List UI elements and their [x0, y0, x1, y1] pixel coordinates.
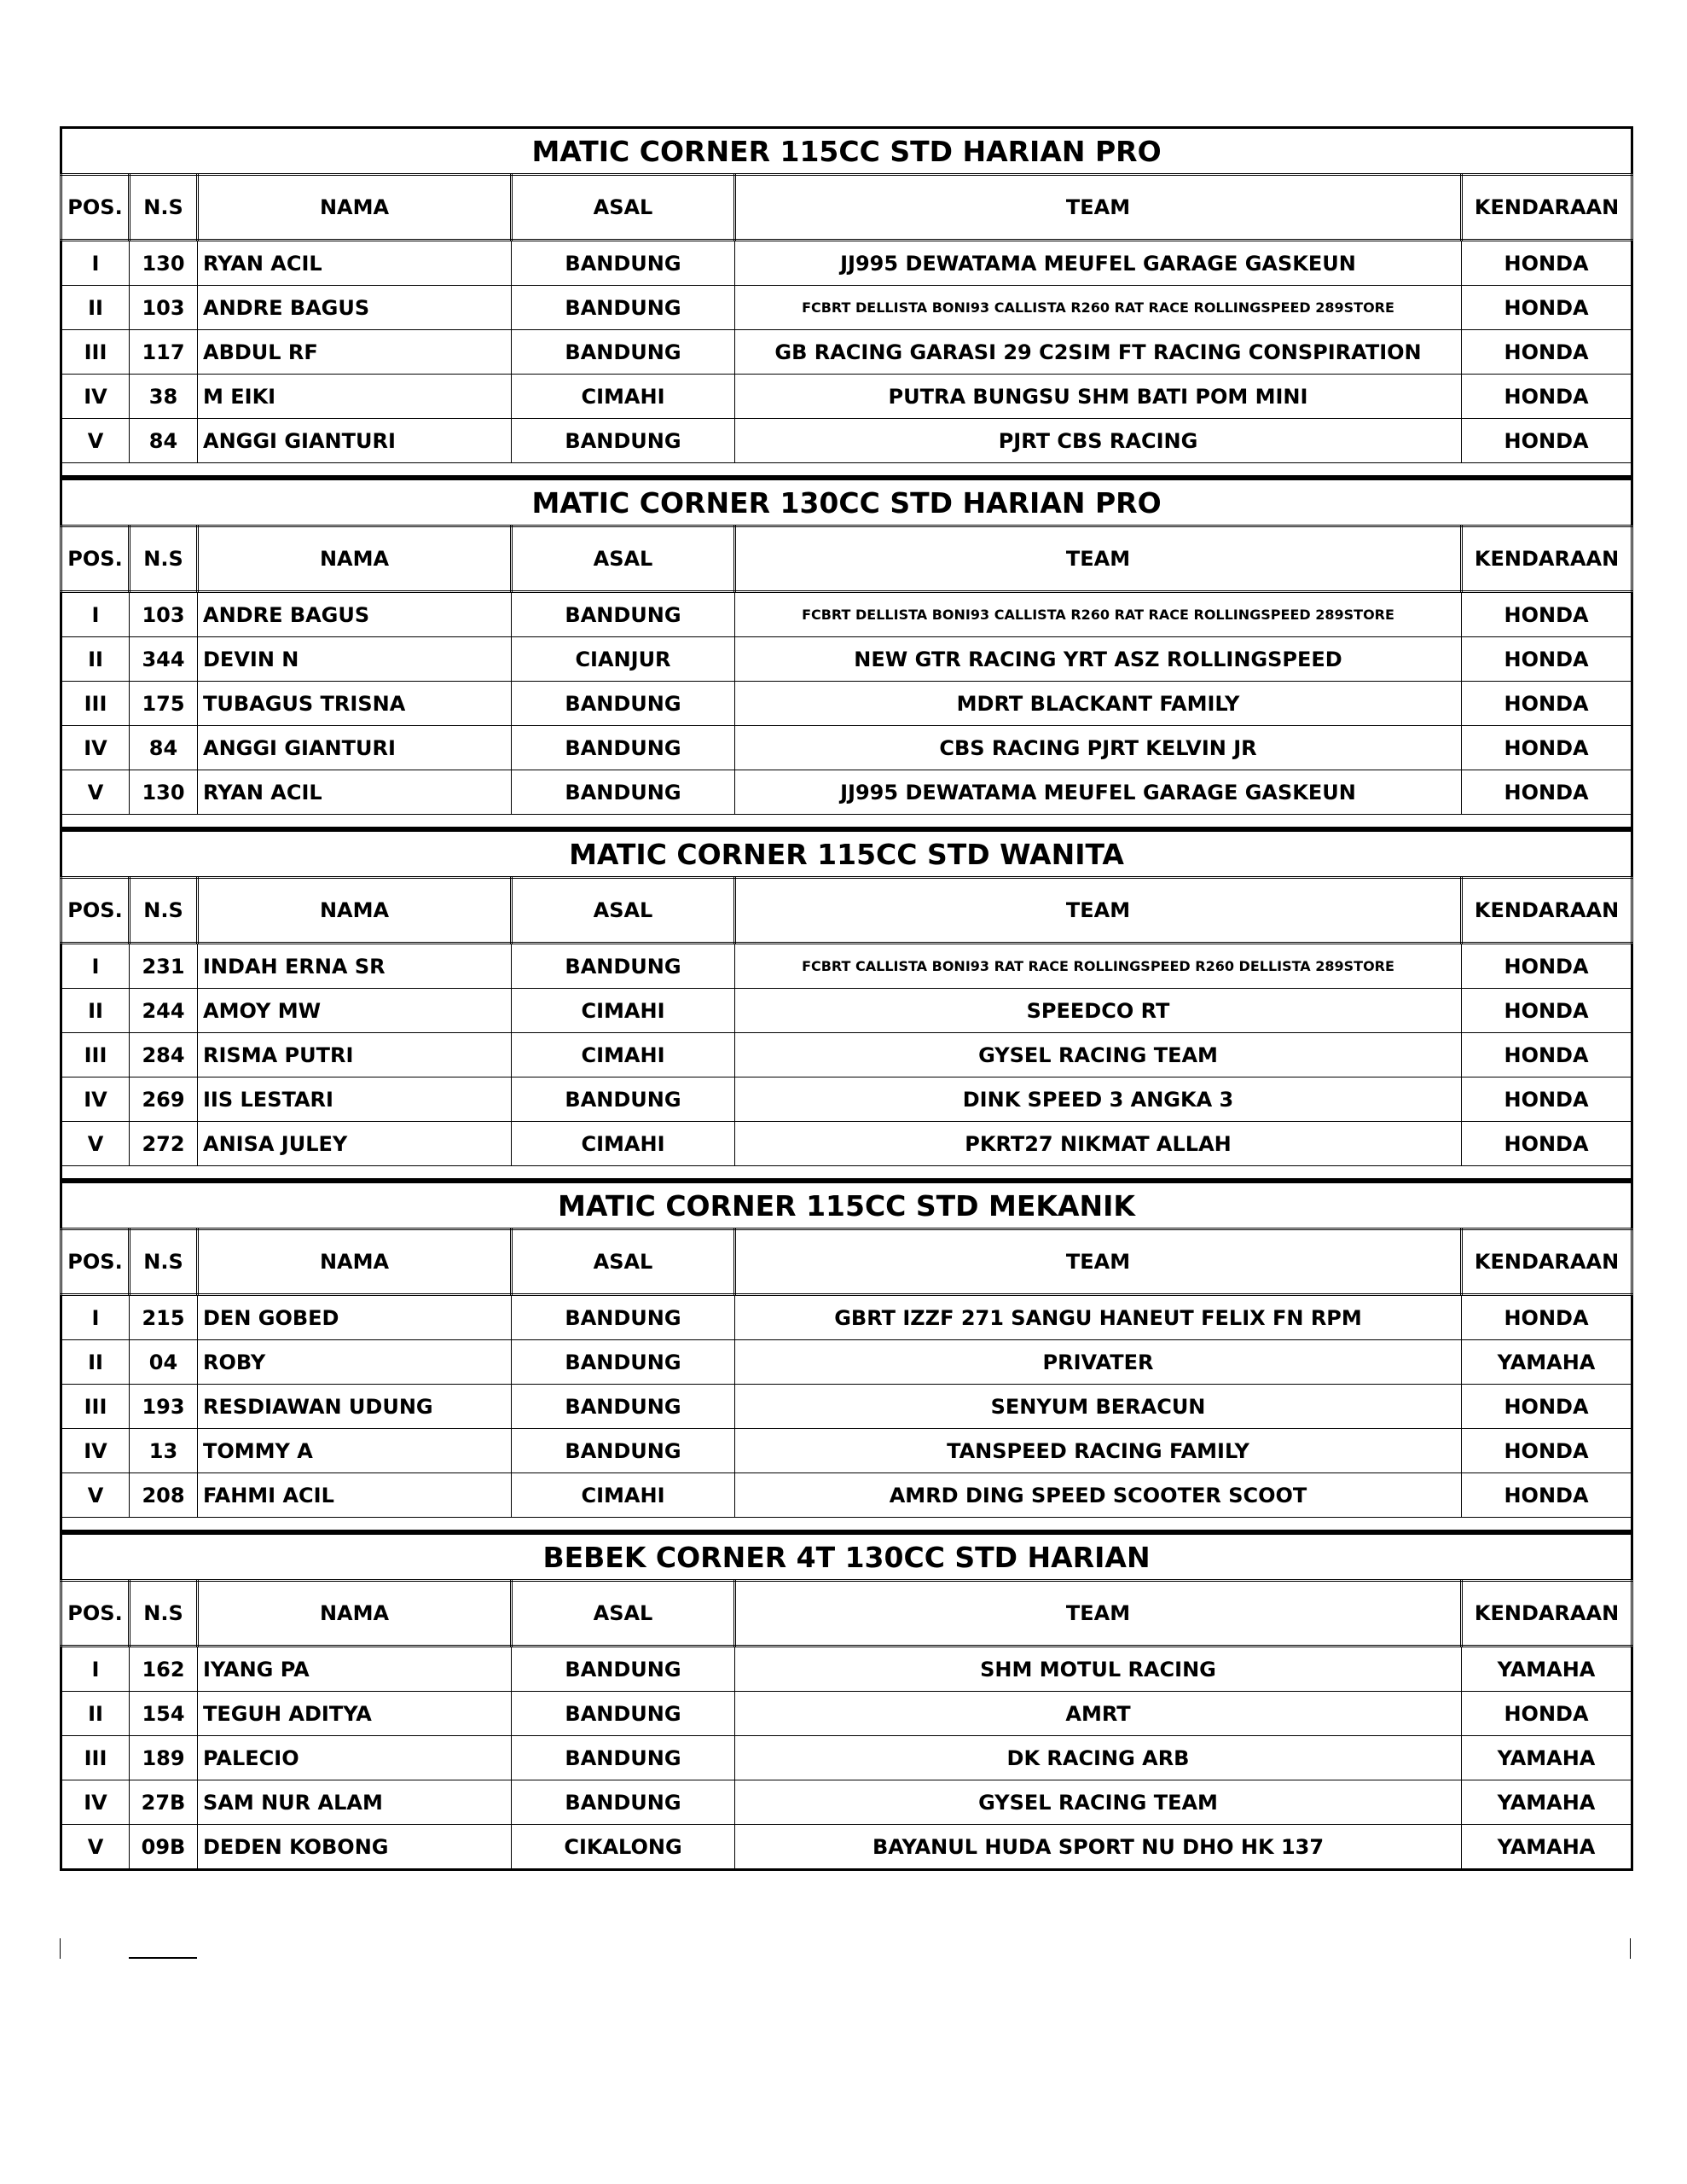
cell-nama: TOMMY A: [198, 1429, 512, 1473]
cell-nama: M EIKI: [198, 375, 512, 419]
cell-ns: 103: [130, 286, 198, 330]
col-header-kendaraan: KENDARAAN: [1462, 526, 1632, 592]
cell-pos: V: [61, 419, 130, 463]
cell-pos: V: [61, 770, 130, 815]
cell-pos: III: [61, 682, 130, 726]
race-results-table: [60, 478, 1633, 829]
col-header-pos: POS.: [61, 1229, 130, 1295]
cell-asal: BANDUNG: [512, 330, 735, 375]
cell-asal: CIMAHI: [512, 1473, 735, 1518]
cell-pos: I: [61, 944, 130, 989]
col-header-ns: N.S: [130, 526, 198, 592]
col-header-pos: POS.: [61, 175, 130, 241]
col-header-team: TEAM: [735, 1229, 1462, 1295]
cell-ns: 84: [130, 726, 198, 770]
col-header-ns: N.S: [130, 878, 198, 944]
cell-nama: ANGGI GIANTURI: [198, 419, 512, 463]
cell-asal: BANDUNG: [512, 682, 735, 726]
cell-kendaraan: HONDA: [1462, 989, 1632, 1033]
race-title-row: [61, 1534, 1632, 1581]
race-results-table: [60, 126, 1633, 478]
cell-asal: CIMAHI: [512, 989, 735, 1033]
table-row: [61, 1692, 1632, 1736]
table-row: [61, 330, 1632, 375]
cell-pos: I: [61, 1295, 130, 1340]
cell-team: DINK SPEED 3 ANGKA 3: [735, 1077, 1462, 1122]
cell-asal: BANDUNG: [512, 770, 735, 815]
table-row: [61, 1340, 1632, 1385]
col-header-nama: NAMA: [198, 878, 512, 944]
cell-pos: II: [61, 989, 130, 1033]
cell-asal: CIKALONG: [512, 1825, 735, 1870]
col-header-kendaraan: KENDARAAN: [1462, 1581, 1632, 1647]
cell-ns: 244: [130, 989, 198, 1033]
cell-pos: V: [61, 1825, 130, 1870]
cell-asal: CIANJUR: [512, 637, 735, 682]
table-row: [61, 1780, 1632, 1825]
table-row: [61, 1647, 1632, 1692]
col-header-team: TEAM: [735, 878, 1462, 944]
race-title-row: [61, 128, 1632, 175]
cell-pos: III: [61, 1385, 130, 1429]
cell-nama: SAM NUR ALAM: [198, 1780, 512, 1825]
cell-asal: BANDUNG: [512, 1340, 735, 1385]
cell-nama: TUBAGUS TRISNA: [198, 682, 512, 726]
col-header-ns: N.S: [130, 175, 198, 241]
col-header-pos: POS.: [61, 878, 130, 944]
table-row: [61, 1736, 1632, 1780]
cell-pos: IV: [61, 375, 130, 419]
cell-nama: AMOY MW: [198, 989, 512, 1033]
table-row: [61, 770, 1632, 815]
cell-nama: PALECIO: [198, 1736, 512, 1780]
cell-nama: INDAH ERNA SR: [198, 944, 512, 989]
table-row: [61, 286, 1632, 330]
table-row: [61, 726, 1632, 770]
race-title: BEBEK CORNER 4T 130CC STD HARIAN: [61, 1534, 1632, 1581]
section-gap-cell: [61, 463, 1632, 477]
cell-nama: RYAN ACIL: [198, 770, 512, 815]
cell-kendaraan: HONDA: [1462, 1692, 1632, 1736]
cell-nama: FAHMI ACIL: [198, 1473, 512, 1518]
cell-nama: TEGUH ADITYA: [198, 1692, 512, 1736]
section-gap-cell: [61, 1518, 1632, 1531]
table-row: [61, 1473, 1632, 1518]
table-row: [61, 1825, 1632, 1870]
col-header-asal: ASAL: [512, 175, 735, 241]
cell-ns: 208: [130, 1473, 198, 1518]
cell-nama: ANISA JULEY: [198, 1122, 512, 1166]
cell-asal: BANDUNG: [512, 1077, 735, 1122]
cell-ns: 284: [130, 1033, 198, 1077]
cell-ns: 130: [130, 241, 198, 286]
cell-pos: III: [61, 330, 130, 375]
cell-team: JJ995 DEWATAMA MEUFEL GARAGE GASKEUN: [735, 241, 1462, 286]
cell-pos: II: [61, 286, 130, 330]
col-header-ns: N.S: [130, 1581, 198, 1647]
cell-team: BAYANUL HUDA SPORT NU DHO HK 137: [735, 1825, 1462, 1870]
col-header-nama: NAMA: [198, 1581, 512, 1647]
cell-asal: BANDUNG: [512, 1647, 735, 1692]
table-row: [61, 637, 1632, 682]
cell-nama: IYANG PA: [198, 1647, 512, 1692]
race-title: MATIC CORNER 115CC STD WANITA: [61, 831, 1632, 878]
cell-kendaraan: HONDA: [1462, 944, 1632, 989]
cell-ns: 130: [130, 770, 198, 815]
cell-pos: V: [61, 1122, 130, 1166]
cell-pos: III: [61, 1736, 130, 1780]
cell-pos: IV: [61, 1429, 130, 1473]
col-header-nama: NAMA: [198, 1229, 512, 1295]
column-header-row: [61, 175, 1632, 241]
table-row: [61, 682, 1632, 726]
section-gap: [61, 1518, 1632, 1531]
cell-team: SENYUM BERACUN: [735, 1385, 1462, 1429]
cell-ns: 04: [130, 1340, 198, 1385]
cell-asal: CIMAHI: [512, 1033, 735, 1077]
race-title-row: [61, 831, 1632, 878]
table-row: [61, 944, 1632, 989]
cell-asal: BANDUNG: [512, 1429, 735, 1473]
cell-pos: IV: [61, 1780, 130, 1825]
cell-team: PRIVATER: [735, 1340, 1462, 1385]
col-header-ns: N.S: [130, 1229, 198, 1295]
col-header-pos: POS.: [61, 526, 130, 592]
cell-ns: 162: [130, 1647, 198, 1692]
cell-team: GYSEL RACING TEAM: [735, 1033, 1462, 1077]
cell-ns: 231: [130, 944, 198, 989]
cell-kendaraan: HONDA: [1462, 770, 1632, 815]
table-row: [61, 375, 1632, 419]
cell-ns: 193: [130, 1385, 198, 1429]
cell-asal: BANDUNG: [512, 1385, 735, 1429]
cell-kendaraan: HONDA: [1462, 419, 1632, 463]
cell-team: AMRD DING SPEED SCOOTER SCOOT: [735, 1473, 1462, 1518]
cell-ns: 117: [130, 330, 198, 375]
cell-team: FCBRT CALLISTA BONI93 RAT RACE ROLLINGSPEED R260 DELLISTA 289STORE: [735, 944, 1462, 989]
cell-kendaraan: HONDA: [1462, 375, 1632, 419]
cell-asal: BANDUNG: [512, 286, 735, 330]
cell-ns: 272: [130, 1122, 198, 1166]
cell-pos: III: [61, 1033, 130, 1077]
cell-nama: ROBY: [198, 1340, 512, 1385]
cell-team: TANSPEED RACING FAMILY: [735, 1429, 1462, 1473]
col-header-nama: NAMA: [198, 175, 512, 241]
cell-team: JJ995 DEWATAMA MEUFEL GARAGE GASKEUN: [735, 770, 1462, 815]
col-header-team: TEAM: [735, 526, 1462, 592]
cell-asal: BANDUNG: [512, 1692, 735, 1736]
cell-team: PUTRA BUNGSU SHM BATI POM MINI: [735, 375, 1462, 419]
cell-nama: DEN GOBED: [198, 1295, 512, 1340]
cell-nama: RISMA PUTRI: [198, 1033, 512, 1077]
cell-kendaraan: YAMAHA: [1462, 1647, 1632, 1692]
cell-kendaraan: HONDA: [1462, 682, 1632, 726]
tail-mark: [129, 1957, 197, 1959]
col-header-asal: ASAL: [512, 1229, 735, 1295]
table-row: [61, 241, 1632, 286]
table-row: [61, 989, 1632, 1033]
cell-ns: 38: [130, 375, 198, 419]
race-results-table: [60, 829, 1633, 1181]
cell-team: PJRT CBS RACING: [735, 419, 1462, 463]
cell-pos: I: [61, 241, 130, 286]
cell-ns: 189: [130, 1736, 198, 1780]
cell-team: GBRT IZZF 271 SANGU HANEUT FELIX FN RPM: [735, 1295, 1462, 1340]
cell-nama: RESDIAWAN UDUNG: [198, 1385, 512, 1429]
cell-team: GYSEL RACING TEAM: [735, 1780, 1462, 1825]
cell-asal: CIMAHI: [512, 375, 735, 419]
cell-asal: BANDUNG: [512, 1736, 735, 1780]
page-tail-border: [60, 1938, 1631, 1959]
race-title-row: [61, 479, 1632, 526]
col-header-asal: ASAL: [512, 1581, 735, 1647]
cell-pos: V: [61, 1473, 130, 1518]
cell-kendaraan: HONDA: [1462, 1122, 1632, 1166]
col-header-kendaraan: KENDARAAN: [1462, 1229, 1632, 1295]
table-row: [61, 592, 1632, 637]
col-header-nama: NAMA: [198, 526, 512, 592]
cell-team: SHM MOTUL RACING: [735, 1647, 1462, 1692]
race-title-row: [61, 1182, 1632, 1229]
col-header-kendaraan: KENDARAAN: [1462, 878, 1632, 944]
cell-asal: BANDUNG: [512, 1780, 735, 1825]
cell-kendaraan: YAMAHA: [1462, 1825, 1632, 1870]
cell-nama: ANDRE BAGUS: [198, 286, 512, 330]
cell-asal: BANDUNG: [512, 241, 735, 286]
section-gap-cell: [61, 1166, 1632, 1180]
section-gap: [61, 463, 1632, 477]
cell-kendaraan: HONDA: [1462, 286, 1632, 330]
cell-kendaraan: YAMAHA: [1462, 1736, 1632, 1780]
cell-asal: BANDUNG: [512, 944, 735, 989]
cell-kendaraan: HONDA: [1462, 1295, 1632, 1340]
race-results-table: [60, 1181, 1633, 1532]
table-row: [61, 1429, 1632, 1473]
race-results-table: [60, 1532, 1633, 1871]
cell-nama: DEVIN N: [198, 637, 512, 682]
section-gap-cell: [61, 815, 1632, 828]
cell-ns: 269: [130, 1077, 198, 1122]
cell-team: GB RACING GARASI 29 C2SIM FT RACING CONSPIRATION: [735, 330, 1462, 375]
cell-asal: BANDUNG: [512, 726, 735, 770]
cell-ns: 27B: [130, 1780, 198, 1825]
column-header-row: [61, 1581, 1632, 1647]
section-gap: [61, 1166, 1632, 1180]
cell-kendaraan: HONDA: [1462, 637, 1632, 682]
cell-asal: BANDUNG: [512, 419, 735, 463]
cell-team: PKRT27 NIKMAT ALLAH: [735, 1122, 1462, 1166]
cell-pos: II: [61, 1692, 130, 1736]
cell-nama: IIS LESTARI: [198, 1077, 512, 1122]
race-title: MATIC CORNER 115CC STD MEKANIK: [61, 1182, 1632, 1229]
cell-team: DK RACING ARB: [735, 1736, 1462, 1780]
cell-ns: 344: [130, 637, 198, 682]
race-title: MATIC CORNER 115CC STD HARIAN PRO: [61, 128, 1632, 175]
cell-ns: 215: [130, 1295, 198, 1340]
column-header-row: [61, 526, 1632, 592]
cell-kendaraan: HONDA: [1462, 1429, 1632, 1473]
cell-asal: BANDUNG: [512, 1295, 735, 1340]
cell-kendaraan: HONDA: [1462, 726, 1632, 770]
cell-pos: IV: [61, 1077, 130, 1122]
col-header-pos: POS.: [61, 1581, 130, 1647]
cell-team: SPEEDCO RT: [735, 989, 1462, 1033]
cell-team: FCBRT DELLISTA BONI93 CALLISTA R260 RAT RACE ROLLINGSPEED 289STORE: [735, 286, 1462, 330]
col-header-asal: ASAL: [512, 878, 735, 944]
col-header-team: TEAM: [735, 175, 1462, 241]
cell-ns: 154: [130, 1692, 198, 1736]
cell-kendaraan: HONDA: [1462, 241, 1632, 286]
cell-nama: ABDUL RF: [198, 330, 512, 375]
column-header-row: [61, 878, 1632, 944]
cell-team: FCBRT DELLISTA BONI93 CALLISTA R260 RAT RACE ROLLINGSPEED 289STORE: [735, 592, 1462, 637]
col-header-team: TEAM: [735, 1581, 1462, 1647]
table-row: [61, 1385, 1632, 1429]
section-gap: [61, 815, 1632, 828]
cell-pos: II: [61, 637, 130, 682]
cell-nama: RYAN ACIL: [198, 241, 512, 286]
cell-kendaraan: YAMAHA: [1462, 1780, 1632, 1825]
cell-ns: 09B: [130, 1825, 198, 1870]
cell-ns: 13: [130, 1429, 198, 1473]
cell-asal: BANDUNG: [512, 592, 735, 637]
table-row: [61, 1295, 1632, 1340]
cell-asal: CIMAHI: [512, 1122, 735, 1166]
table-row: [61, 1122, 1632, 1166]
cell-kendaraan: HONDA: [1462, 592, 1632, 637]
cell-team: NEW GTR RACING YRT ASZ ROLLINGSPEED: [735, 637, 1462, 682]
race-title: MATIC CORNER 130CC STD HARIAN PRO: [61, 479, 1632, 526]
table-row: [61, 1077, 1632, 1122]
cell-nama: ANGGI GIANTURI: [198, 726, 512, 770]
cell-team: CBS RACING PJRT KELVIN JR: [735, 726, 1462, 770]
cell-team: AMRT: [735, 1692, 1462, 1736]
cell-pos: II: [61, 1340, 130, 1385]
cell-kendaraan: HONDA: [1462, 1077, 1632, 1122]
cell-pos: I: [61, 1647, 130, 1692]
cell-team: MDRT BLACKANT FAMILY: [735, 682, 1462, 726]
column-header-row: [61, 1229, 1632, 1295]
col-header-kendaraan: KENDARAAN: [1462, 175, 1632, 241]
cell-kendaraan: HONDA: [1462, 330, 1632, 375]
cell-kendaraan: HONDA: [1462, 1385, 1632, 1429]
cell-kendaraan: YAMAHA: [1462, 1340, 1632, 1385]
table-row: [61, 1033, 1632, 1077]
cell-ns: 84: [130, 419, 198, 463]
cell-kendaraan: HONDA: [1462, 1033, 1632, 1077]
cell-pos: I: [61, 592, 130, 637]
cell-pos: IV: [61, 726, 130, 770]
table-row: [61, 419, 1632, 463]
cell-nama: ANDRE BAGUS: [198, 592, 512, 637]
results-sheet: [60, 126, 1631, 1871]
cell-nama: DEDEN KOBONG: [198, 1825, 512, 1870]
cell-ns: 175: [130, 682, 198, 726]
cell-kendaraan: HONDA: [1462, 1473, 1632, 1518]
cell-ns: 103: [130, 592, 198, 637]
col-header-asal: ASAL: [512, 526, 735, 592]
